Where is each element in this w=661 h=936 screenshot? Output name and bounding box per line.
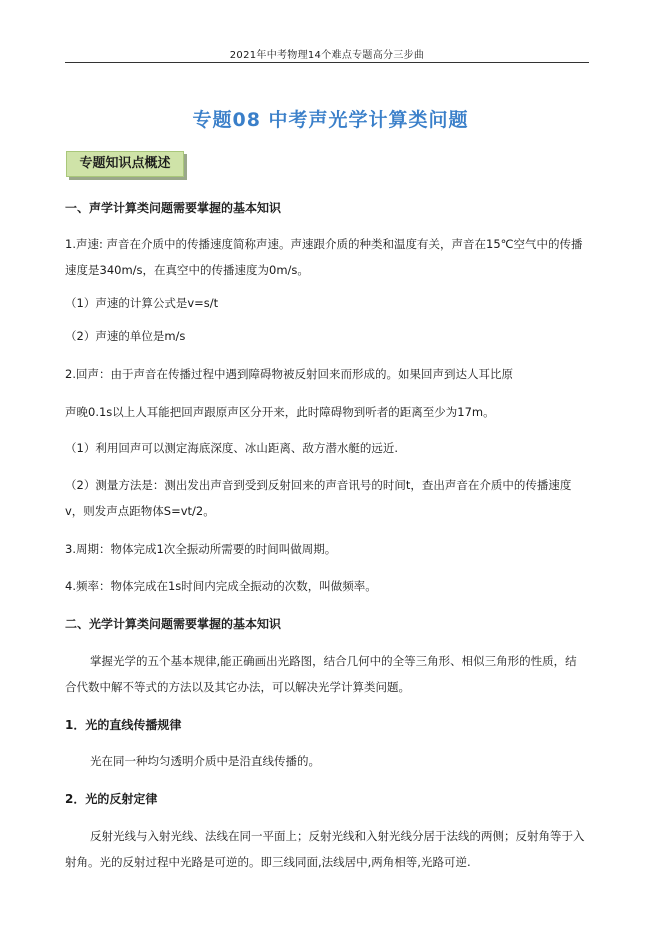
section-heading-acoustics: 一、声学计算类问题需要掌握的基本知识	[65, 201, 282, 215]
section-tag: 专题知识点概述	[66, 151, 184, 177]
paragraph-line: 掌握光学的五个基本规律,能正确画出光路图，结合几何中的全等三角形、相似三角形的性质，结	[90, 654, 577, 668]
subheading-reflection: 2．光的反射定律	[65, 792, 158, 806]
paragraph-line: 1.声速: 声音在介质中的传播速度简称声速。声速跟介质的种类和温度有关，声音在15℃空气中的传播	[65, 237, 583, 251]
paragraph-line: （2）测量方法是：测出发出声音到受到反射回来的声音讯号的时间t，查出声音在介质中的传播速度	[65, 478, 572, 492]
paragraph-line: v，则发声点距物体S=vt/2。	[65, 504, 215, 518]
paragraph-line: 2.回声：由于声音在传播过程中遇到障碍物被反射回来而形成的。如果回声到达人耳比原	[65, 367, 513, 381]
paragraph-line: （1）利用回声可以测定海底深度、冰山距离、敌方潜水艇的远近.	[65, 441, 398, 455]
running-header: 2021年中考物理14个难点专题高分三步曲	[229, 50, 425, 61]
paragraph-line: 射角。光的反射过程中光路是可逆的。即三线同面,法线居中,两角相等,光路可逆.	[65, 855, 471, 869]
paragraph-line: 合代数中解不等式的方法以及其它办法，可以解决光学计算类问题。	[65, 680, 410, 694]
document-title: 专题08 中考声光学计算类问题	[192, 109, 469, 131]
paragraph-line: 光在同一种均匀透明介质中是沿直线传播的。	[90, 754, 320, 768]
paragraph-line: 4.频率：物体完成在1s时间内完成全振动的次数，叫做频率。	[65, 579, 377, 593]
paragraph-line: 反射光线与入射光线、法线在同一平面上；反射光线和入射光线分居于法线的两侧；反射角等于入	[90, 829, 585, 843]
section-heading-optics: 二、光学计算类问题需要掌握的基本知识	[65, 617, 282, 631]
paragraph-line: 速度是340m/s，在真空中的传播速度为0m/s。	[65, 263, 309, 277]
paragraph-line: （1）声速的计算公式是v=s/t	[65, 296, 219, 310]
paragraph-line: （2）声速的单位是m/s	[65, 329, 186, 343]
paragraph-line: 3.周期：物体完成1次全振动所需要的时间叫做周期。	[65, 542, 337, 556]
header-rule	[65, 62, 589, 63]
paragraph-line: 声晚0.1s以上人耳能把回声跟原声区分开来，此时障碍物到听者的距离至少为17m。	[65, 405, 495, 419]
subheading-rectilinear: 1．光的直线传播规律	[65, 718, 182, 732]
